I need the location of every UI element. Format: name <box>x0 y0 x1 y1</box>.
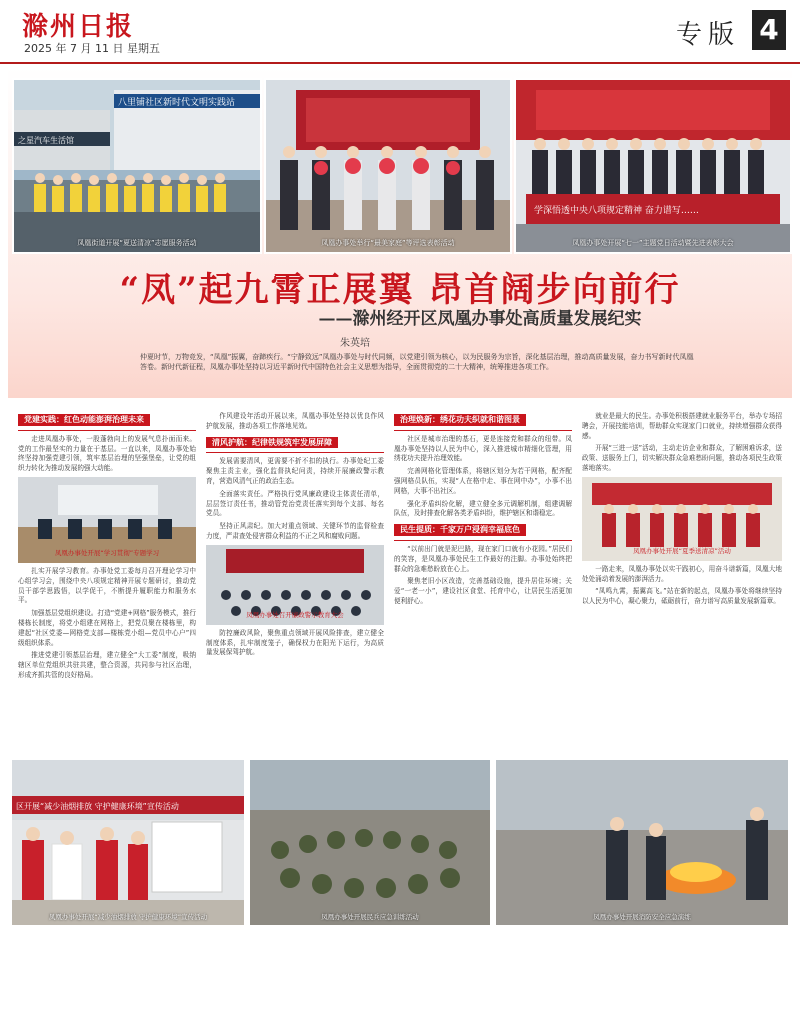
paragraph: 走进凤凰办事处，一股蓬勃向上的发展气息扑面而来。党的工作最坚实的力量在于基层。一直以来，凤凰办事处始终坚持加强党建引领，筑牢基层治理的坚强堡垒，让党的组织力转化为推动发展的强大动能。 <box>18 434 196 473</box>
shop-sign: 之星汽车生活馆 <box>18 136 74 145</box>
column-photo <box>18 477 196 563</box>
hero-photo-caption: 凤凰街道开展“夏送清凉”志愿服务活动 <box>77 239 197 247</box>
hero-photo-party-day <box>514 78 792 254</box>
paragraph: 坚持正风肃纪。加大对重点领域、关键环节的监督检查力度，严肃查处侵害群众利益的不正之风和腐败问题。 <box>206 522 384 540</box>
photo-caption: 凤凰办事处开展“学习贯彻”专题学习 <box>54 549 160 558</box>
paragraph: 强化矛盾纠纷化解，建立健全多元调解机制，组建调解队伍，及时排查化解各类矛盾纠纷，维护辖区和谐稳定。 <box>394 499 572 518</box>
hero-banner <box>8 68 792 398</box>
paragraph: 加强基层党组织建设。打造“党建+网格”服务模式，推行楼栋长制度，将党小组建在网格上，把党员聚在楼栋里，构建起“社区党委—网格党支部—楼栋党小组—党员中心户”四级组织体系。 <box>18 609 196 647</box>
paragraph: 全面落实责任。严格执行党风廉政建设主体责任清单，层层签订责任书，推动管党治党责任落实到每个支部、每名党员。 <box>206 489 384 518</box>
column-1 <box>18 412 196 684</box>
paragraph: 一路走来，凤凰办事处以实干践初心，用奋斗谱新篇，凤凰大地处处涌动着发展的澎湃活力。 <box>582 564 782 583</box>
paragraph: 防控廉政风险，聚焦重点领域开展风险排查，建立健全制度体系，扎牢制度笼子，确保权力在阳光下运行，为高质量发展保驾护航。 <box>206 628 384 657</box>
militia-illustration <box>250 760 490 925</box>
volunteers-illustration <box>14 80 260 252</box>
photo-caption: 凤凰办事处开展消防安全应急演练 <box>593 913 691 921</box>
column-photo <box>206 545 384 625</box>
column-2 <box>206 412 384 661</box>
hero-photo-volunteers <box>12 78 262 254</box>
edition-label: 专版 <box>675 20 740 50</box>
byline: 朱英培 <box>340 338 370 349</box>
station-sign: 八里铺社区新时代文明实践站 <box>118 98 236 108</box>
issue-date: 2025 年 7 月 11 日 星期五 <box>24 42 160 55</box>
photo-caption: 凤凰办事处开展“夏季送清凉”活动 <box>633 546 731 555</box>
publicity-illustration <box>12 760 244 925</box>
section-heading: 清风护航：纪律铁规筑牢发展屏障 <box>206 437 338 449</box>
paragraph: 发展需要清风，更需要不折不扣的执行。办事处纪工委聚焦主责主业，强化监督执纪问责，持续开展廉政警示教育，营造风清气正的政治生态。 <box>206 457 384 485</box>
hero-photo-caption: 凤凰办事处举行“最美家庭”等评选表彰活动 <box>321 239 455 247</box>
paragraph: 完善网格化管理体系，将辖区划分为若干网格，配齐配强网格员队伍，实现“人在格中走、事在网中办”，小事不出网格，大事不出社区。 <box>394 467 572 495</box>
column-photo <box>582 477 782 561</box>
paragraph: 开展“三进一送”活动，主动走访企业和群众，了解困难诉求，送政策、送服务上门，切实解决群众急难愁盼问题，推动各项民生政策落地落实。 <box>582 444 782 472</box>
masthead <box>0 0 800 64</box>
paragraph: 聚焦老旧小区改造，完善基础设施，提升居住环境；关爱“一老一小”，建设社区食堂、托育中心，让居民生活更加便利舒心。 <box>394 577 572 605</box>
publicity-banner: 区开展“减少油烟排放 守护健康环境”宣传活动 <box>16 802 179 811</box>
subheadline: ——滁州经开区凤凰办事处高质量发展纪实 <box>318 309 642 329</box>
paragraph: 作风建设年活动开展以来，凤凰办事处坚持以优良作风护航发展，推动各项工作落地见效。 <box>206 412 384 430</box>
photo-caption: 凤凰办事处开展民兵应急训练活动 <box>321 913 419 921</box>
page-number: 4 <box>752 10 786 50</box>
paragraph: “以前出门就是泥巴路，现在家门口就有小花园。”居民们的笑容，是凤凰办事处民生工作最好的注脚。办事处始终把群众的急难愁盼放在心上。 <box>394 544 572 573</box>
hero-photo-awards <box>264 78 512 254</box>
bottom-photo-publicity <box>12 760 244 925</box>
party-banner: 学深悟透中央八项规定精神 奋力谱写…… <box>534 206 699 216</box>
bottom-photo-fire-drill <box>496 760 788 925</box>
photo-caption: 凤凰办事处开展“减少油烟排放 守护健康环境”宣传活动 <box>48 913 208 921</box>
paragraph: 社区是城市治理的基石，更是连接党和群众的纽带。凤凰办事处坚持以人民为中心，深入推进城市精细化管理，用绣花功夫提升治理效能。 <box>394 434 572 463</box>
section-heading: 民生提质：千家万户浸润幸福底色 <box>394 524 526 536</box>
awards-illustration <box>266 80 510 252</box>
paragraph: “凤鸣九霄，振翼高飞。”站在新的起点，凤凰办事处将继续坚持以人民为中心，凝心聚力，砥砺前行，奋力谱写高质量发展新篇章。 <box>582 587 782 606</box>
bottom-photo-militia <box>250 760 490 925</box>
paragraph: 就业是最大的民生。办事处积极搭建就业服务平台，举办专场招聘会，开展技能培训，帮助群众实现家门口就业，持续增强群众获得感。 <box>582 412 782 440</box>
column-3 <box>394 412 572 610</box>
paragraph: 推进党建引领基层治理，建立健全“大工委”制度，吸纳辖区单位党组织共驻共建，整合资源，共同参与社区治理，形成齐抓共管的良好格局。 <box>18 651 196 679</box>
hero-photo-caption: 凤凰办事处开展“七一”主题党日活动暨先进表彰大会 <box>572 239 734 247</box>
paper-name: 滁州日报 <box>22 12 135 42</box>
photo-caption: 凤凰办事处召开廉政警示教育大会 <box>246 610 344 619</box>
section-heading: 治理焕新：绣花功夫织就和谐图景 <box>394 414 526 426</box>
lead-paragraph: 仲夏时节，万物竞发，“凤凰”振翼，奋蹄疾行。“宁静致远”凤凰办事处与时代同频，以党建引领为核心，以为民服务为宗旨，深化基层治理，推动高质量发展，奋力书写新时代凤凰答卷。新时代新征程，凤凰办事处坚持以习近平新时代中国特色社会主义思想为指导，全面贯彻党的二十大精神，统筹推进各项工作。 <box>140 353 694 371</box>
paragraph: 扎实开展学习教育。办事处党工委每月召开理论学习中心组学习会，围绕中央八项规定精神开展专题研讨，推动党员干部学思践悟，以学促干，不断提升履职能力和服务水平。 <box>18 566 196 605</box>
fire-drill-illustration <box>496 760 788 925</box>
column-4 <box>582 412 782 610</box>
headline: “凤”起九霄正展翼 昂首阔步向前行 <box>119 270 681 310</box>
section-heading: 党建实践：红色动能澎湃治理未来 <box>18 414 150 426</box>
party-day-illustration <box>516 80 790 252</box>
